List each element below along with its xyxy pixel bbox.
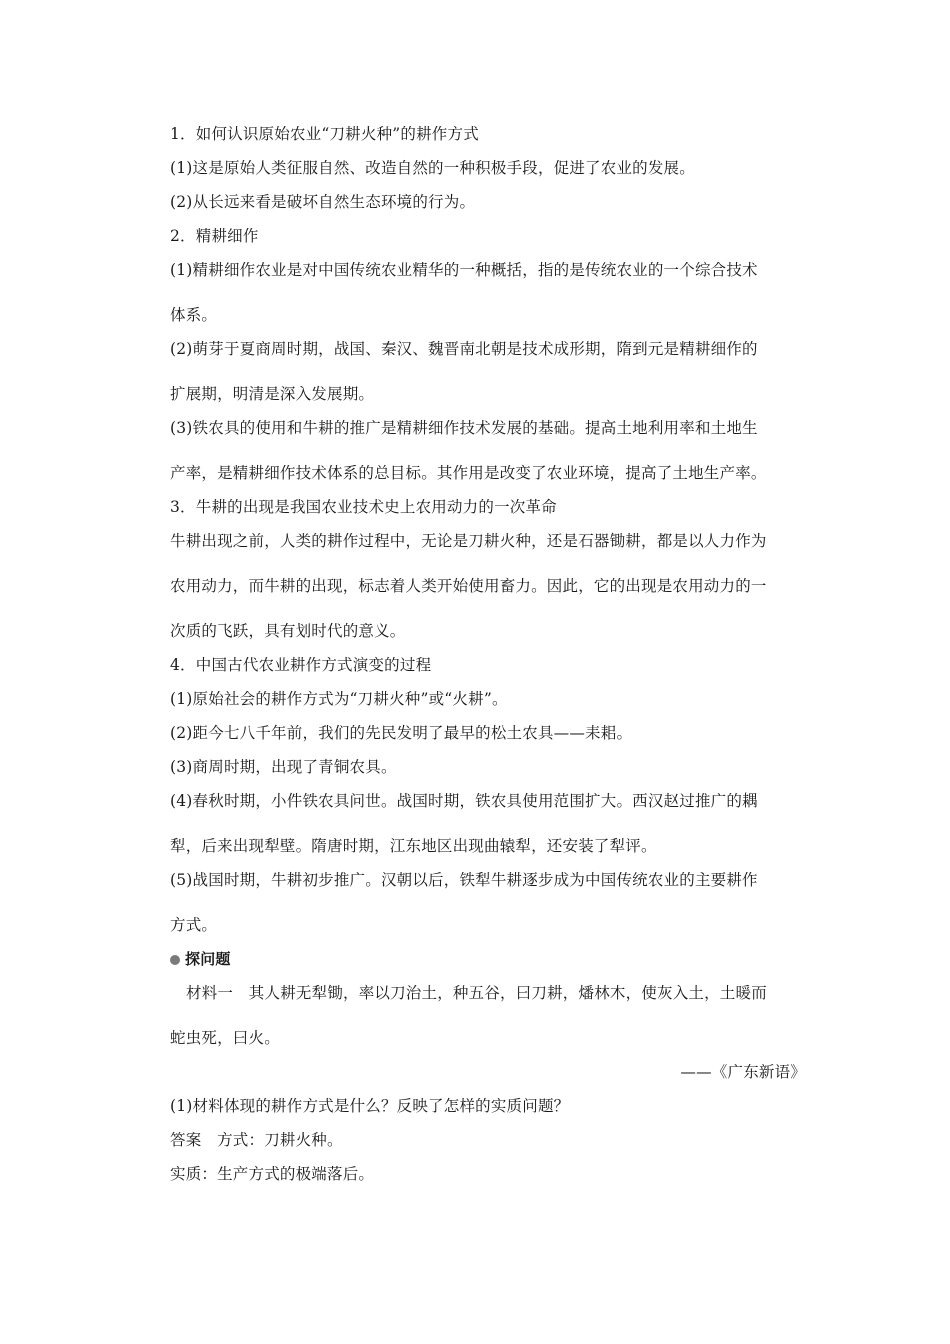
heading-4: 4．中国古代农业耕作方式演变的过程 <box>170 656 432 674</box>
section-title: 探问题 <box>185 950 231 968</box>
paragraph-3b: 农用动力，而牛耕的出现，标志着人类开始使用畜力。因此，它的出现是农用动力的一 <box>170 577 767 595</box>
paragraph-1-1: (1)这是原始人类征服自然、改造自然的一种积极手段，促进了农业的发展。 <box>170 159 695 177</box>
paragraph-4-2: (2)距今七八千年前，我们的先民发明了最早的松土农具——耒耜。 <box>170 724 633 742</box>
section-heading <box>170 949 810 970</box>
document-page <box>170 124 810 1198</box>
material-line-1: 材料一 其人耕无犁锄，率以刀治土，种五谷，曰刀耕，燔林木，使灰入土，土暖而 <box>186 984 767 1002</box>
paragraph-3a: 牛耕出现之前，人类的耕作过程中，无论是刀耕火种，还是石器锄耕，都是以人力作为 <box>170 532 767 550</box>
answer-line-2: 实质：生产方式的极端落后。 <box>170 1165 375 1183</box>
heading-3: 3．牛耕的出现是我国农业技术史上农用动力的一次革命 <box>170 498 557 516</box>
paragraph-1-2: (2)从长远来看是破坏自然生态环境的行为。 <box>170 193 476 211</box>
paragraph-2-1b: 体系。 <box>170 306 218 324</box>
paragraph-4-1: (1)原始社会的耕作方式为“刀耕火种”或“火耕”。 <box>170 690 508 708</box>
paragraph-2-1a: (1)精耕细作农业是对中国传统农业精华的一种概括，指的是传统农业的一个综合技术 <box>170 261 758 279</box>
paragraph-4-4b: 犁，后来出现犁壁。隋唐时期，江东地区出现曲辕犁，还安装了犁评。 <box>170 837 657 855</box>
heading-1: 1．如何认识原始农业“刀耕火种”的耕作方式 <box>170 125 479 143</box>
paragraph-4-5a: (5)战国时期，牛耕初步推广。汉朝以后，铁犁牛耕逐步成为中国传统农业的主要耕作 <box>170 871 758 889</box>
answer-line-1: 答案 方式：刀耕火种。 <box>170 1131 343 1149</box>
paragraph-4-5b: 方式。 <box>170 916 218 934</box>
paragraph-4-4a: (4)春秋时期，小件铁农具问世。战国时期，铁农具使用范围扩大。西汉赵过推广的耦 <box>170 792 758 810</box>
bullet-dot-icon <box>170 955 180 965</box>
material-line-2: 蛇虫死，曰火。 <box>170 1029 280 1047</box>
heading-2: 2．精耕细作 <box>170 227 259 245</box>
paragraph-2-2a: (2)萌芽于夏商周时期，战国、秦汉、魏晋南北朝是技术成形期，隋到元是精耕细作的 <box>170 340 758 358</box>
paragraph-3c: 次质的飞跃，具有划时代的意义。 <box>170 622 406 640</box>
question-1: (1)材料体现的耕作方式是什么？反映了怎样的实质问题？ <box>170 1097 570 1115</box>
paragraph-4-3: (3)商周时期，出现了青铜农具。 <box>170 758 397 776</box>
paragraph-2-3a: (3)铁农具的使用和牛耕的推广是精耕细作技术发展的基础。提高土地利用率和土地生 <box>170 419 758 437</box>
paragraph-2-2b: 扩展期，明清是深入发展期。 <box>170 385 375 403</box>
material-source: ——《广东新语》 <box>680 1063 806 1081</box>
paragraph-2-3b: 产率，是精耕细作技术体系的总目标。其作用是改变了农业环境，提高了土地生产率。 <box>170 464 767 482</box>
